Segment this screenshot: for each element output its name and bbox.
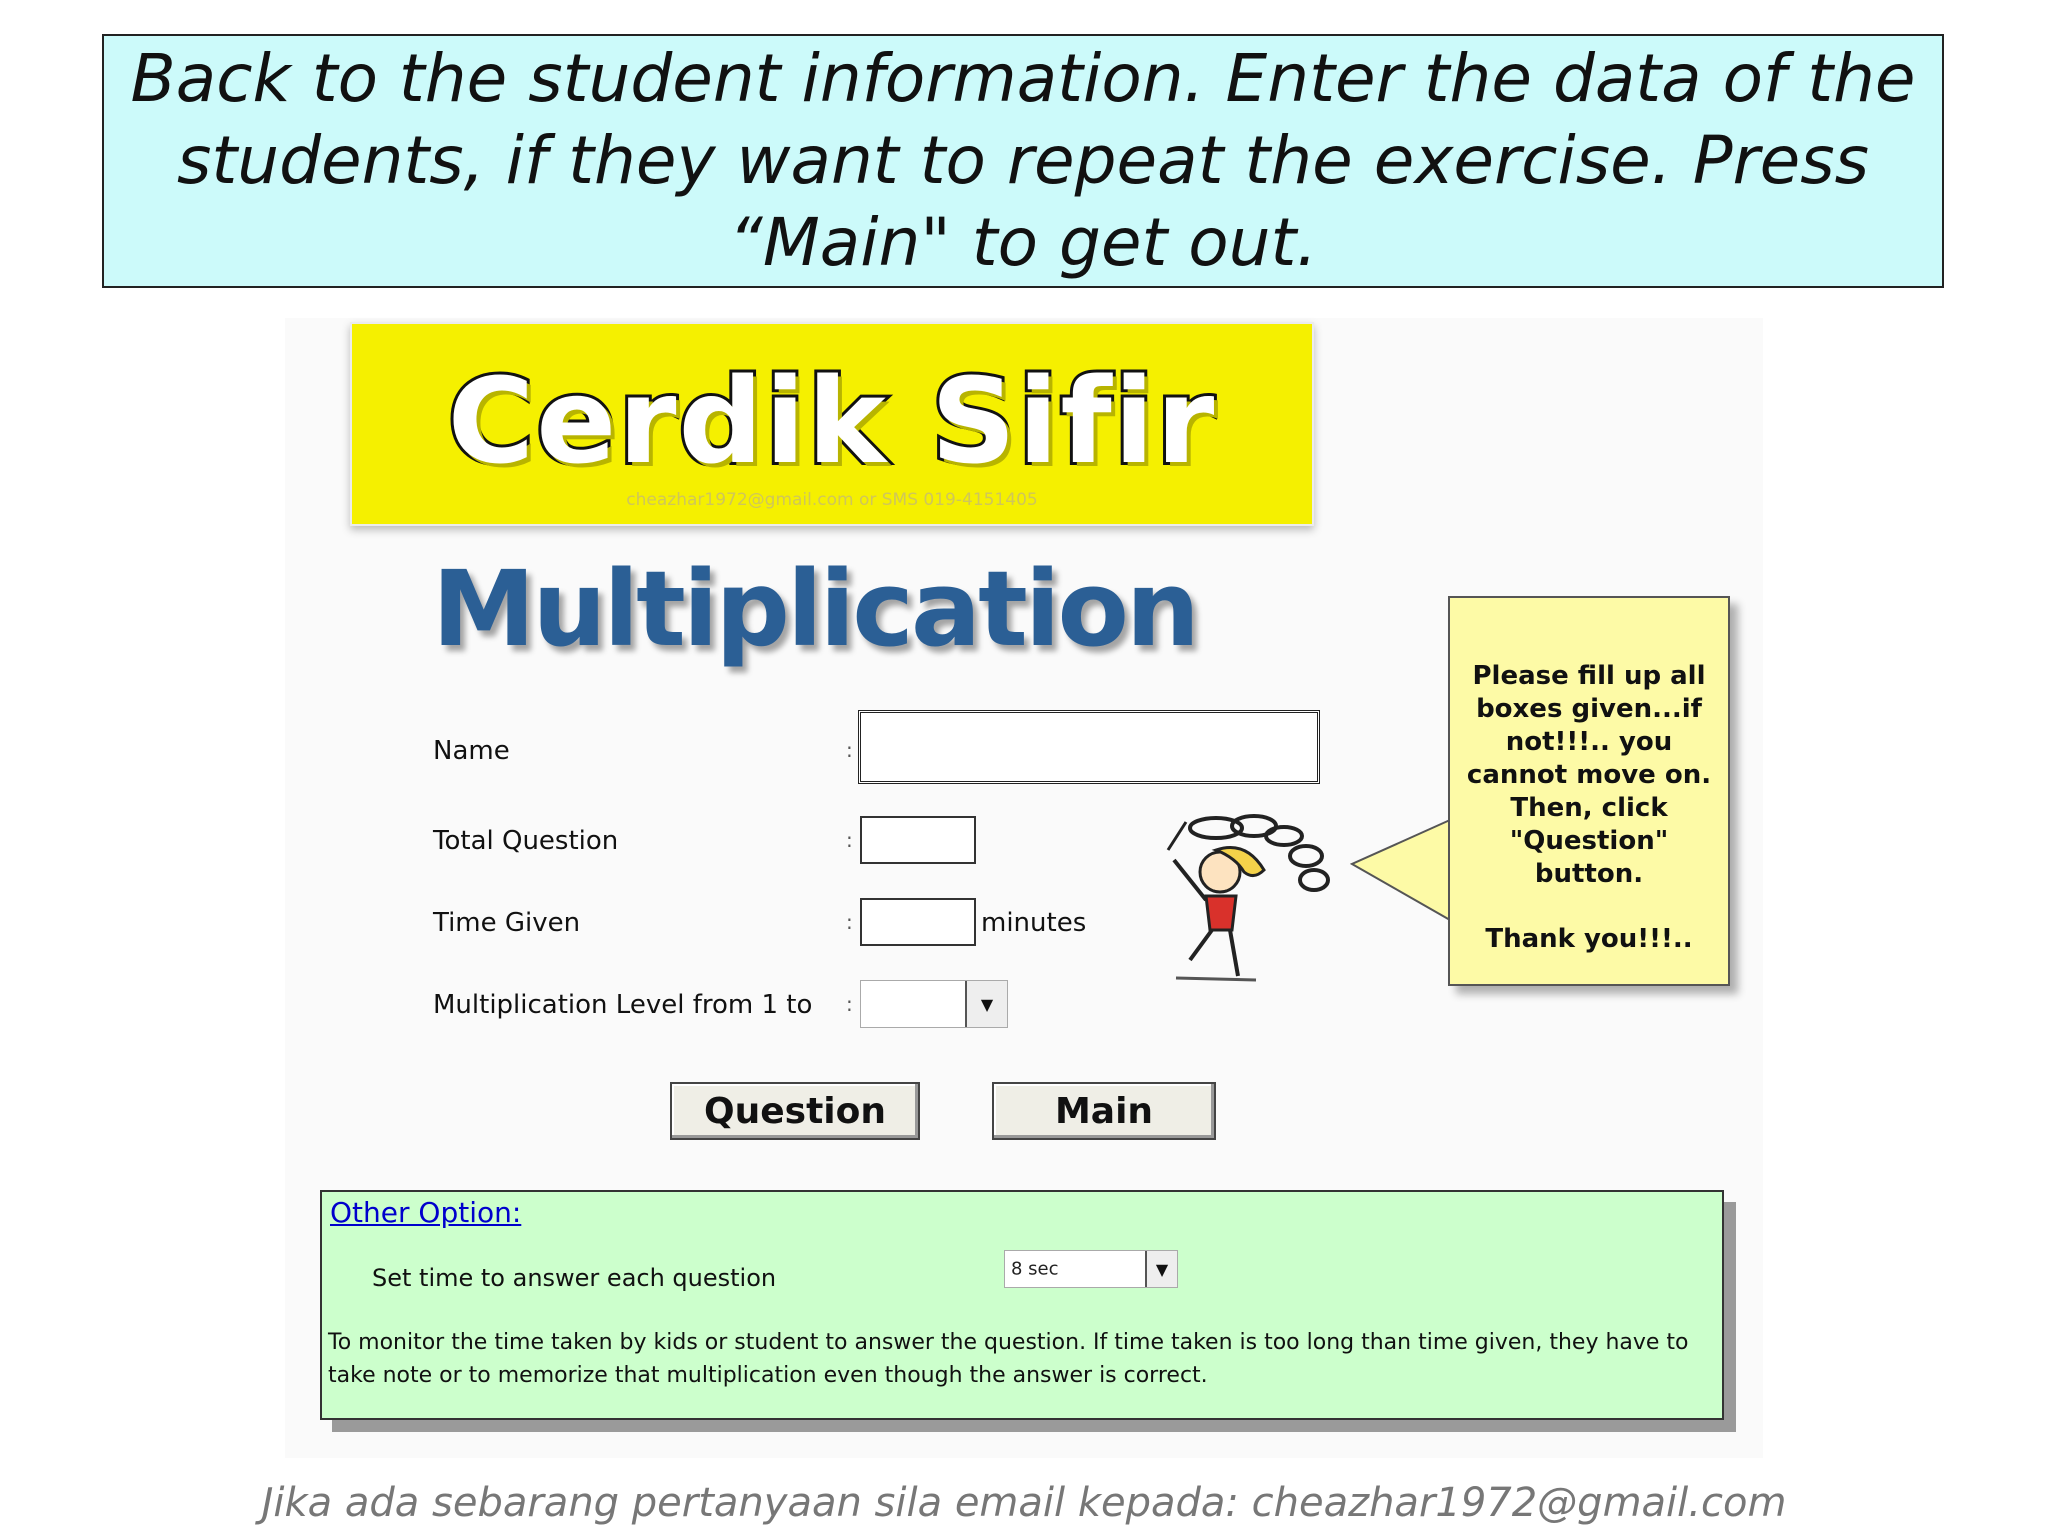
chevron-down-icon[interactable]: ▼ [1145,1251,1177,1287]
level-select[interactable] [860,980,1008,1028]
cartoon-girl-illustration [1146,800,1346,990]
answer-time-select[interactable] [1004,1250,1178,1288]
other-options-panel [320,1190,1724,1420]
footer-contact: Jika ada sebarang pertanyaan sila email kepada: cheazhar1972@gmail.com [261,1480,1787,1526]
app-banner [350,322,1314,526]
time-given-field[interactable] [860,898,976,946]
time-given-label: Time Given [433,908,581,938]
question-button[interactable]: Question [670,1082,920,1140]
help-note-thanks: Thank you!!!.. [1485,924,1693,954]
total-question-label: Total Question [433,826,619,856]
set-time-label: Set time to answer each question [372,1264,777,1292]
time-unit-label: minutes [981,908,1087,938]
callout-pointer [1350,800,1452,930]
help-note-message: Please fill up all boxes given...if not!!!.. you cannot move on. Then, click "Question" button. [1466,661,1712,889]
main-button[interactable]: Main [992,1082,1216,1140]
colon: : [846,992,853,1016]
total-question-field[interactable] [860,816,976,864]
help-note [1448,596,1730,986]
colon: : [846,738,853,762]
other-options-title[interactable]: Other Option: [330,1196,522,1229]
colon: : [846,828,853,852]
answer-time-value: 8 sec [1011,1258,1059,1280]
instruction-box [102,34,1944,288]
app-title: Cerdik Sifir [447,352,1217,490]
level-label: Multiplication Level from 1 to [433,990,813,1020]
colon: : [846,910,853,934]
page-title: Multiplication [432,548,1197,670]
name-field[interactable] [858,710,1320,784]
chevron-down-icon[interactable]: ▼ [965,981,1007,1027]
instruction-text: Back to the student information. Enter the data of the students, if they want to repeat the exercise. Press “Main" to get out. [130,40,1916,281]
other-options-description: To monitor the time taken by kids or student to answer the question. If time taken is too long than time given, they have to take note or to memorize that multiplication even though the answer is correct. [328,1330,1689,1388]
name-label: Name [433,736,510,766]
banner-contact: cheazhar1972@gmail.com or SMS 019-4151405 [626,490,1038,510]
